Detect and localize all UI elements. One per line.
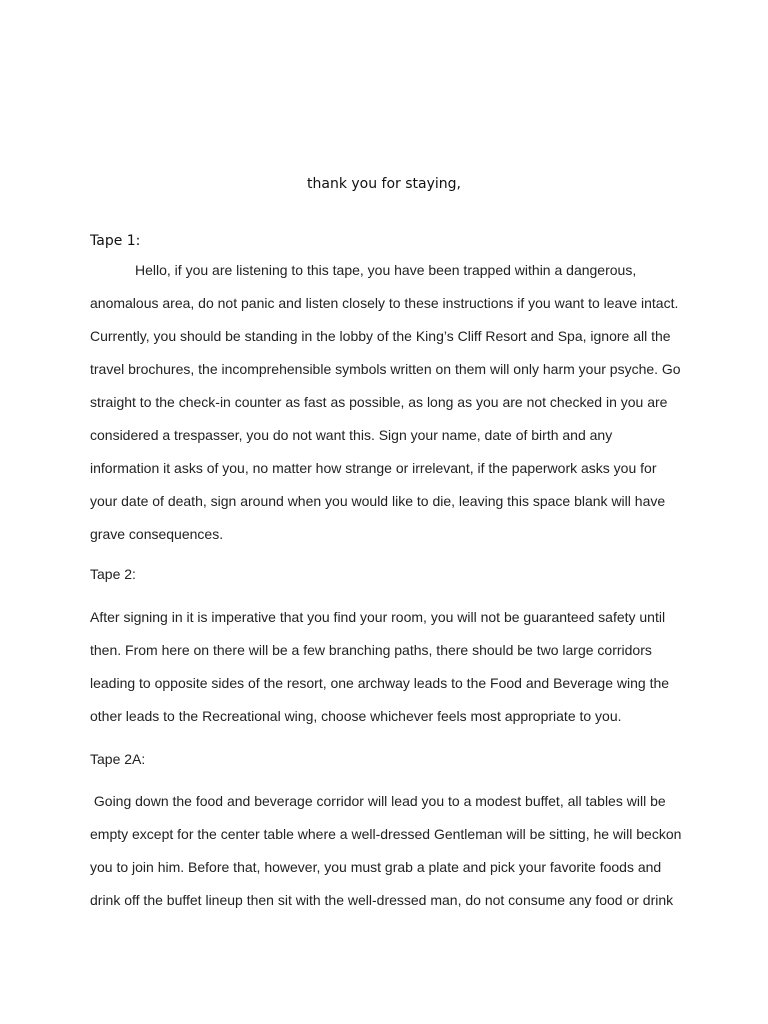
body-line: grave consequences. (90, 526, 224, 542)
body-line: Currently, you should be standing in the lobby of the King’s Cliff Resort and Spa, ignore all the (90, 328, 671, 344)
tape-2-body (90, 601, 690, 733)
body-line: other leads to the Recreational wing, choose whichever feels most appropriate to you. (90, 708, 622, 724)
tape-2-section (90, 558, 690, 591)
body-line: straight to the check-in counter as fast as possible, as long as you are not checked in you are (90, 394, 668, 410)
body-line: you to join him. Before that, however, you must grab a plate and pick your favorite foods and (90, 859, 662, 875)
tape-1-body (90, 254, 690, 551)
body-line: After signing in it is imperative that you find your room, you will not be guaranteed safety until (90, 609, 666, 625)
body-line: empty except for the center table where a well-dressed Gentleman will be sitting, he will beckon (90, 826, 682, 842)
body-line: anomalous area, do not panic and listen closely to these instructions if you want to leave intact. (90, 295, 679, 311)
document-title: thank you for staying, (307, 176, 461, 192)
tape-2a-section (90, 743, 690, 776)
body-line: information it asks of you, no matter how strange or irrelevant, if the paperwork asks you for (90, 460, 657, 476)
tape-1-heading: Tape 1: (90, 233, 141, 249)
body-line: Going down the food and beverage corridor will lead you to a modest buffet, all tables will be (90, 793, 666, 809)
body-line: your date of death, sign around when you would like to die, leaving this space blank will have (90, 493, 666, 509)
body-line: Hello, if you are listening to this tape, you have been trapped within a dangerous, (135, 262, 637, 278)
body-line: leading to opposite sides of the resort, one archway leads to the Food and Beverage wing the (90, 675, 670, 691)
body-line: travel brochures, the incomprehensible symbols written on them will only harm your psyche. Go (90, 361, 681, 377)
body-line: drink off the buffet lineup then sit with the well-dressed man, do not consume any food or drink (90, 892, 674, 908)
tape-2a-heading: Tape 2A: (90, 751, 146, 767)
body-line: considered a trespasser, you do not want this. Sign your name, date of birth and any (90, 427, 613, 443)
tape-2-heading: Tape 2: (90, 566, 136, 582)
tape-2a-body (90, 785, 690, 917)
body-line: then. From here on there will be a few branching paths, there should be two large corridors (90, 642, 652, 658)
